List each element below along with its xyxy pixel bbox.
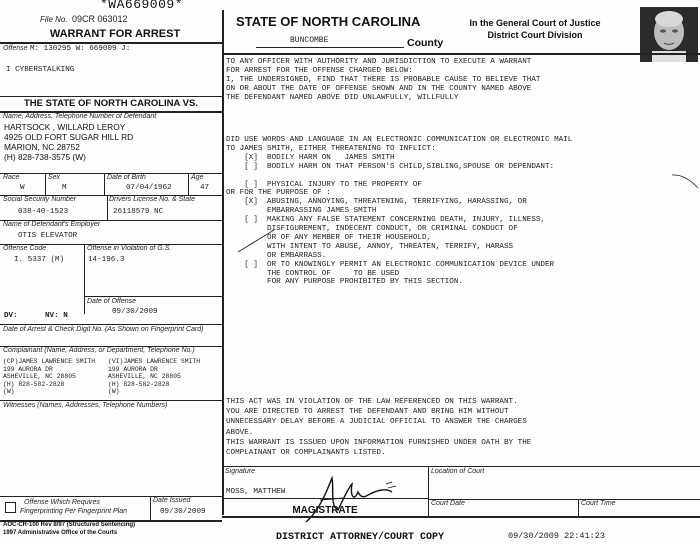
defendant-name: HARTSOCK , WILLARD LEROY <box>4 122 126 132</box>
complainant-vi-phone-h: (H) 828-582-2828 <box>108 380 170 388</box>
charge-line: [X] BODILY HARM ON JAMES SMITH <box>226 153 395 162</box>
charge-line: OR EMBARRASS. <box>226 251 327 260</box>
defendant-label: Name, Address, Telephone Number of Defendant <box>3 113 157 120</box>
warrant-number: *WA669009* <box>100 0 184 12</box>
state-title: STATE OF NORTH CAROLINA <box>236 14 421 29</box>
complainant-vi-addr2: ASHEVILLE, NC 28805 <box>108 373 181 381</box>
charge-line: [ ] BODILY HARM ON THAT PERSON'S CHILD,SIBLING,SPOUSE OR DEPENDANT: <box>226 162 555 171</box>
charge-line: OR FOR THE PURPOSE OF : <box>226 189 331 198</box>
signature-label: Signature <box>225 468 255 475</box>
charge-line: [X] ABUSING, ANNOYING, THREATENING, TERRIFYING, HARASSING, OR <box>226 198 527 207</box>
ssn-value: 038-40-1523 <box>18 208 69 216</box>
charge-line: [ ] MAKING ANY FALSE STATEMENT CONCERNING DEATH, INJURY, ILLNESS, <box>226 216 545 225</box>
date-offense-value: 09/30/2009 <box>112 308 158 316</box>
stray-mark <box>236 200 276 260</box>
fingerprint-label-2: Fingerprinting Per Fingerprint Plan <box>20 508 127 515</box>
print-timestamp: 09/30/2009 22:41:23 <box>508 531 605 541</box>
file-no-label: File No. <box>40 15 68 24</box>
county-name: BUNCOMBE <box>290 36 329 45</box>
court-time-label: Court Time <box>581 500 616 507</box>
offense-code-label: Offense Code <box>3 245 47 252</box>
magistrate-title: MAGISTRATE <box>292 505 358 516</box>
vs-title: THE STATE OF NORTH CAROLINA VS. <box>24 98 198 109</box>
closing-line: UNNECESSARY DELAY BEFORE A JUDICIAL OFFICIAL TO ANSWER THE CHARGES <box>226 418 527 427</box>
date-offense-label: Date of Offense <box>87 298 137 305</box>
defendant-address-1: 4925 OLD FORT SUGAR HILL RD <box>4 132 134 142</box>
complainant-vi-phone-w: (W) <box>108 388 120 396</box>
complainant-vi <box>108 358 200 396</box>
charge-line: FOR ANY PURPOSE PROHIBITED BY THIS SECTION. <box>226 278 463 287</box>
handwritten-signature <box>300 470 410 530</box>
charge-line: EMBARRASSING JAMES SMITH <box>226 207 377 216</box>
intro-line: ON OR ABOUT THE DATE OF OFFENSE SHOWN AND IN THE COUNTY NAMED ABOVE <box>226 84 532 93</box>
court-line-1: In the General Court of Justice <box>469 18 601 28</box>
age-label: Age <box>191 174 204 181</box>
employer-value: OTIS ELEVATOR <box>18 232 78 240</box>
sex-value: M <box>62 184 67 192</box>
defendant-block <box>4 122 133 162</box>
arrest-label: Date of Arrest & Check Digit No. (As Shown on Fingerprint Card) <box>3 326 204 333</box>
complainant-cp-phone-h: (H) 828-582-2828 <box>3 380 65 388</box>
charge-line: WITH INTENT TO ABUSE, ANNOY, THREATEN, TERRIFY, HARASS <box>226 242 514 251</box>
admin-office: 1997 Administrative Office of the Courts <box>3 530 118 536</box>
ssn-label: Social Security Number <box>3 196 77 203</box>
form-title: WARRANT FOR ARREST <box>49 28 181 40</box>
date-issued-value: 09/30/2009 <box>160 508 206 516</box>
court-line-2: District Court Division <box>487 30 583 40</box>
closing-line: THIS ACT WAS IN VIOLATION OF THE LAW REFERENCED ON THIS WARRANT. <box>226 398 518 406</box>
offense-codes: M: 130295 W: 669009 J: <box>30 45 131 53</box>
complainant-cp-phone-w: (W) <box>3 388 15 396</box>
fingerprint-label-1: Offense Which Requires <box>24 499 100 506</box>
offense-code-value: I. 5337 (M) <box>14 256 65 264</box>
charge-line: THE CONTROL OF TO BE USED <box>226 269 400 278</box>
closing-line: COMPLAINANT OR COMPLAINANTS LISTED. <box>226 449 386 457</box>
complainant-vi-addr1: 199 AURORA DR <box>108 365 158 373</box>
dl-label: Drivers License No. & State <box>109 196 195 203</box>
defendant-phone: (H) 828-738-3575 (W) <box>4 152 86 162</box>
complainant-vi-name: (VI)JAMES LAWRENCE SMITH <box>108 358 201 365</box>
race-value: W <box>20 184 25 192</box>
dv-label: DV: <box>4 312 18 320</box>
fingerprint-checkbox[interactable] <box>5 502 16 513</box>
dl-value: 26118579 NC <box>113 208 164 216</box>
charge-line: DISFIGUREMENT, INDECENT CONDUCT, OR CRIMINAL CONDUCT OF <box>226 225 518 233</box>
court-date-label: Court Date <box>431 500 465 507</box>
witnesses-label: Witnesses (Names, Addresses, Telephone Numbers) <box>3 402 168 409</box>
age-value: 47 <box>200 184 210 192</box>
offense-text: I CYBERSTALKING <box>6 66 75 74</box>
stray-curve <box>670 170 700 195</box>
charge-line: OR OF ANY MEMBER OF THEIR HOUSEHOLD, <box>226 233 432 242</box>
gs-label: Offense in Violation of G.S. <box>87 245 172 252</box>
location-court-label: Location of Court <box>431 468 485 475</box>
gs-value: 14-196.3 <box>88 256 125 264</box>
county-label: County <box>407 37 444 49</box>
complainant-label: Complainant (Name, Address, or Department, Telephone No.) <box>3 347 195 354</box>
file-no: 09CR 063012 <box>72 14 128 24</box>
offense-label: Offense <box>3 45 28 52</box>
charge-line: [ ] OR TO KNOWINGLY PERMIT AN ELECTRONIC COMMUNICATION DEVICE UNDER <box>226 260 555 269</box>
closing-line: THIS WARRANT IS ISSUED UPON INFORMATION FURNISHED UNDER OATH BY THE <box>226 438 532 447</box>
intro-line: I, THE UNDERSIGNED, FIND THAT THERE IS PROBABLE CAUSE TO BELIEVE THAT <box>226 75 541 84</box>
defendant-address-2: MARION, NC 28752 <box>4 142 80 152</box>
dob-label: Date of Birth <box>107 174 146 181</box>
closing-line: YOU ARE DIRECTED TO ARREST THE DEFENDANT AND BRING HIM WITHOUT <box>226 408 509 417</box>
race-label: Race <box>3 174 20 181</box>
complainant-cp-addr1: 199 AURORA DR <box>3 365 53 373</box>
intro-line: FOR ARREST FOR THE OFFENSE CHARGED BELOW: <box>226 66 413 75</box>
sex-label: Sex <box>48 174 61 181</box>
charge-line: DID USE WORDS AND LANGUAGE IN AN ELECTRONIC COMMUNICATION OR ELECTRONIC MAIL <box>226 136 573 144</box>
closing-line: ABOVE. <box>226 428 254 437</box>
charge-line: [ ] PHYSICAL INJURY TO THE PROPERTY OF <box>226 180 422 189</box>
complainant-cp-addr2: ASHEVILLE, NC 28805 <box>3 373 76 381</box>
complainant-cp-name: (CP)JAMES LAWRENCE SMITH <box>3 358 96 365</box>
form-number: AOC-CR-100 Rev 8/97 (Structured Sentencing) <box>3 522 136 528</box>
signer-name: MOSS, MATTHEW <box>226 488 286 496</box>
intro-line: TO ANY OFFICER WITH AUTHORITY AND JURISDICTION TO EXECUTE A WARRANT <box>226 58 532 66</box>
intro-line: THE DEFENDANT NAMED ABOVE DID UNLAWFULLY, WILLFULLY <box>226 93 459 102</box>
copy-label: DISTRICT ATTORNEY/COURT COPY <box>276 532 445 543</box>
employer-label: Name of Defendant's Employer <box>3 221 101 228</box>
complainant-cp <box>3 358 95 396</box>
nv-label: NV: N <box>45 312 68 320</box>
charge-line: TO JAMES SMITH, EITHER THREATENING TO INFLICT: <box>226 144 436 153</box>
date-issued-label: Date Issued <box>153 497 191 504</box>
dob-value: 07/04/1962 <box>126 184 172 192</box>
